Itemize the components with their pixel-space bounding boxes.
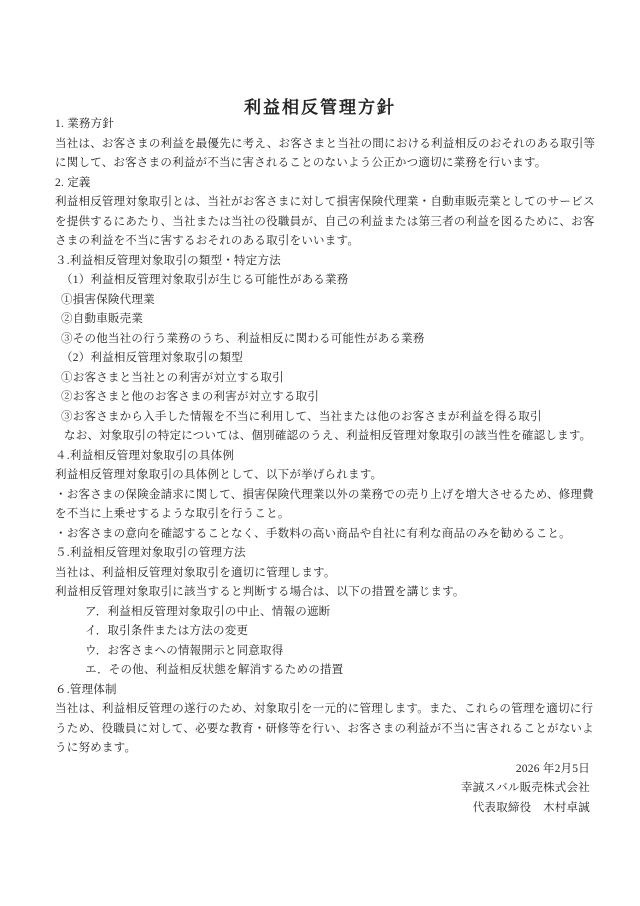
text-line: （1）利益相反管理対象取引が生じる可能性がある業務: [61, 274, 349, 286]
text-line: うに努めます。: [55, 742, 137, 754]
text-line: イ．取引条件または方法の変更: [85, 625, 249, 637]
text-line: に関して、お客さまの利益が不当に害されることのないよう公正かつ適切に業務を行います。: [55, 157, 547, 169]
section-heading: ４.利益相反管理対象取引の具体例: [55, 449, 235, 462]
text-line: ・お客さまの意向を確認することなく、手数料の高い商品や自社に有利な商品のみを勧めること。: [55, 527, 571, 540]
text-line: ・お客さまの保険金請求に関して、損害保険代理業以外の業務での売り上げを増大させるため、修理費: [55, 488, 594, 501]
text-line: 利益相反管理対象取引に該当すると判断する場合は、以下の措置を講じます。: [55, 586, 465, 598]
text-line: さまの利益を不当に害するおそれのある取引をいいます。: [55, 235, 360, 247]
text-line: うため、役職員に対して、必要な教育・研修等を行い、お客さまの利益が不当に害されることがないよ: [55, 722, 594, 735]
text-line: ③お客さまから入手した情報を不当に利用して、当社または他のお客さまが利益を得る取引: [61, 410, 542, 423]
text-line: 当社は、利益相反管理の遂行のため、対象取引を一元的に管理します。また、これらの管理を適切に行: [55, 703, 594, 715]
text-line: ウ．お客さまへの情報開示と同意取得: [85, 644, 284, 657]
text-line: ②自動車販売業: [61, 313, 144, 325]
section-heading: ６.管理体制: [55, 683, 117, 696]
text-line: （2）利益相反管理対象取引の類型: [61, 352, 243, 364]
document-lines: [55, 115, 596, 818]
text-line: なお、対象取引の特定については、個別確認のうえ、利益相反管理対象取引の該当性を確認します。: [64, 430, 592, 442]
text-line: 2026 年2月5日: [515, 762, 590, 775]
text-line: ③その他当社の行う業務のうち、利益相反に関わる可能性がある業務: [61, 332, 425, 345]
document-title: 利益相反管理方針: [244, 98, 396, 118]
text-line: 代表取締役 木村卓誠: [472, 801, 590, 814]
text-line: ア．利益相反管理対象取引の中止、情報の遮断: [85, 605, 331, 618]
text-line: を提供するにあたり、当社または当社の役職員が、自己の利益または第三者の利益を図るために、お客: [55, 215, 595, 228]
text-line: エ．その他、利益相反状態を解消するための措置: [85, 664, 344, 676]
section-heading: 1. 業務方針: [55, 118, 115, 130]
text-line: ①損害保険代理業: [61, 293, 155, 306]
text-line: を不当に上乗せするような取引を行うこと。: [55, 508, 290, 520]
text-line: 当社は、お客さまの利益を最優先に考え、お客さまと当社の間における利益相反のおそれのある取引等: [55, 137, 596, 150]
text-line: 利益相反管理対象取引の具体例として、以下が挙げられます。: [55, 469, 383, 481]
text-line: 幸誠スバル販売株式会社: [460, 782, 590, 794]
section-heading: 2. 定義: [55, 176, 91, 189]
text-line: ②お客さまと他のお客さまの利害が対立する取引: [61, 391, 320, 403]
text-line: ①お客さまと当社との利害が対立する取引: [61, 371, 284, 384]
section-heading: ５.利益相反管理対象取引の管理方法: [55, 547, 246, 559]
text-line: 利益相反管理対象取引とは、当社がお客さまに対して損害保険代理業・自動車販売業としてのサービス: [55, 196, 595, 208]
section-heading: ３.利益相反管理対象取引の類型・特定方法: [55, 254, 281, 267]
text-line: 当社は、利益相反管理対象取引を適切に管理します。: [55, 566, 336, 579]
